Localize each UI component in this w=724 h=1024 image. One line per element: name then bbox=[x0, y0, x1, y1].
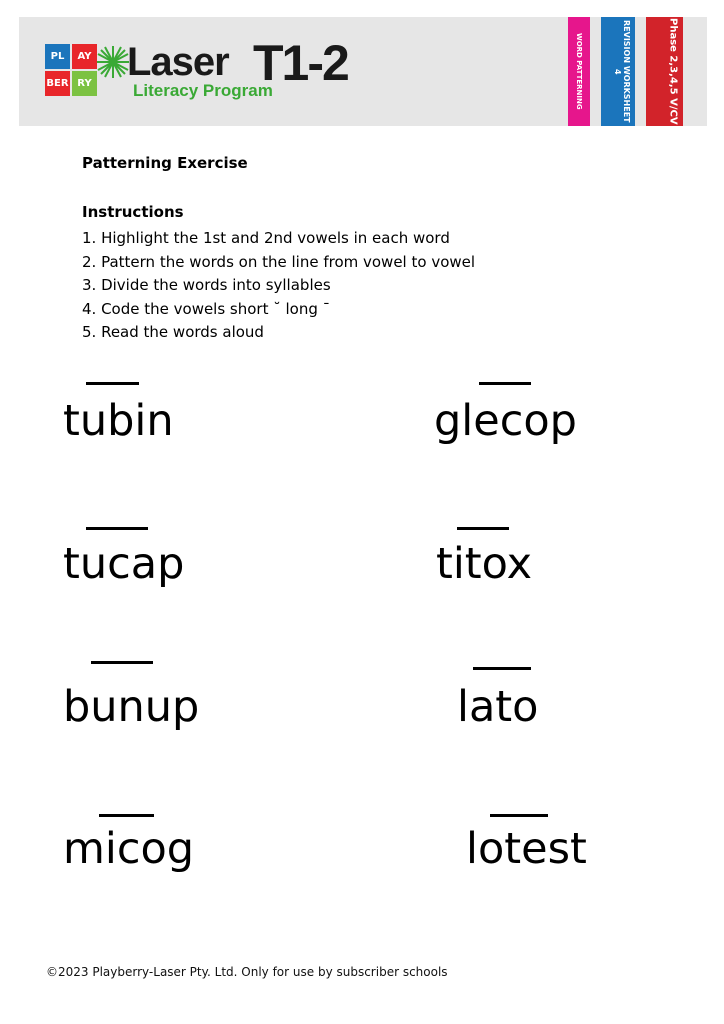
instruction-item: 1. Highlight the 1st and 2nd vowels in each word bbox=[82, 229, 450, 247]
instruction-item: 3. Divide the words into syllables bbox=[82, 276, 331, 294]
practice-word: bunup bbox=[63, 682, 200, 732]
pattern-line bbox=[457, 527, 509, 530]
practice-word: titox bbox=[436, 539, 533, 589]
brand-level: T1-2 bbox=[253, 35, 348, 91]
tab-label: WORD PATTERNING bbox=[575, 33, 584, 110]
practice-word: lato bbox=[457, 682, 539, 732]
pattern-line bbox=[86, 382, 139, 385]
pattern-line bbox=[86, 527, 148, 530]
instruction-item: 2. Pattern the words on the line from vowel to vowel bbox=[82, 252, 476, 271]
instructions-list bbox=[82, 227, 475, 345]
instructions-heading: Instructions bbox=[82, 203, 184, 221]
laser-star-icon bbox=[95, 44, 131, 80]
practice-word: glecop bbox=[434, 396, 577, 446]
pattern-line bbox=[479, 382, 531, 385]
puzzle-logo-icon bbox=[45, 44, 97, 96]
puzzle-piece: BER bbox=[45, 71, 70, 96]
tab-revision-worksheet bbox=[601, 17, 635, 126]
tab-word-patterning bbox=[568, 17, 590, 126]
pattern-line bbox=[99, 814, 154, 817]
page-title: Patterning Exercise bbox=[82, 154, 248, 172]
practice-word: lotest bbox=[466, 824, 587, 874]
tab-phase bbox=[646, 17, 683, 126]
copyright-footer: ©2023 Playberry-Laser Pty. Ltd. Only for use by subscriber schools bbox=[46, 965, 448, 979]
tab-label: Phase 2,3,4,5 V/CV bbox=[667, 18, 679, 125]
puzzle-piece: AY bbox=[72, 44, 97, 69]
practice-word: tubin bbox=[63, 396, 174, 446]
tab-label: REVISION WORKSHEET 4 bbox=[612, 20, 631, 123]
pattern-line bbox=[473, 667, 531, 670]
brand-name: Laser bbox=[127, 40, 229, 84]
instruction-item: 4. Code the vowels short ˘ long ¯ bbox=[82, 299, 331, 318]
header-banner bbox=[19, 17, 707, 126]
pattern-line bbox=[91, 661, 153, 664]
practice-word: micog bbox=[63, 824, 195, 874]
practice-word: tucap bbox=[63, 539, 185, 589]
brand-subtitle: Literacy Program bbox=[133, 81, 273, 100]
pattern-line bbox=[490, 814, 548, 817]
puzzle-piece: PL bbox=[45, 44, 70, 69]
playberry-laser-logo bbox=[45, 35, 365, 104]
instruction-item: 5. Read the words aloud bbox=[82, 323, 264, 341]
puzzle-piece: RY bbox=[72, 71, 97, 96]
